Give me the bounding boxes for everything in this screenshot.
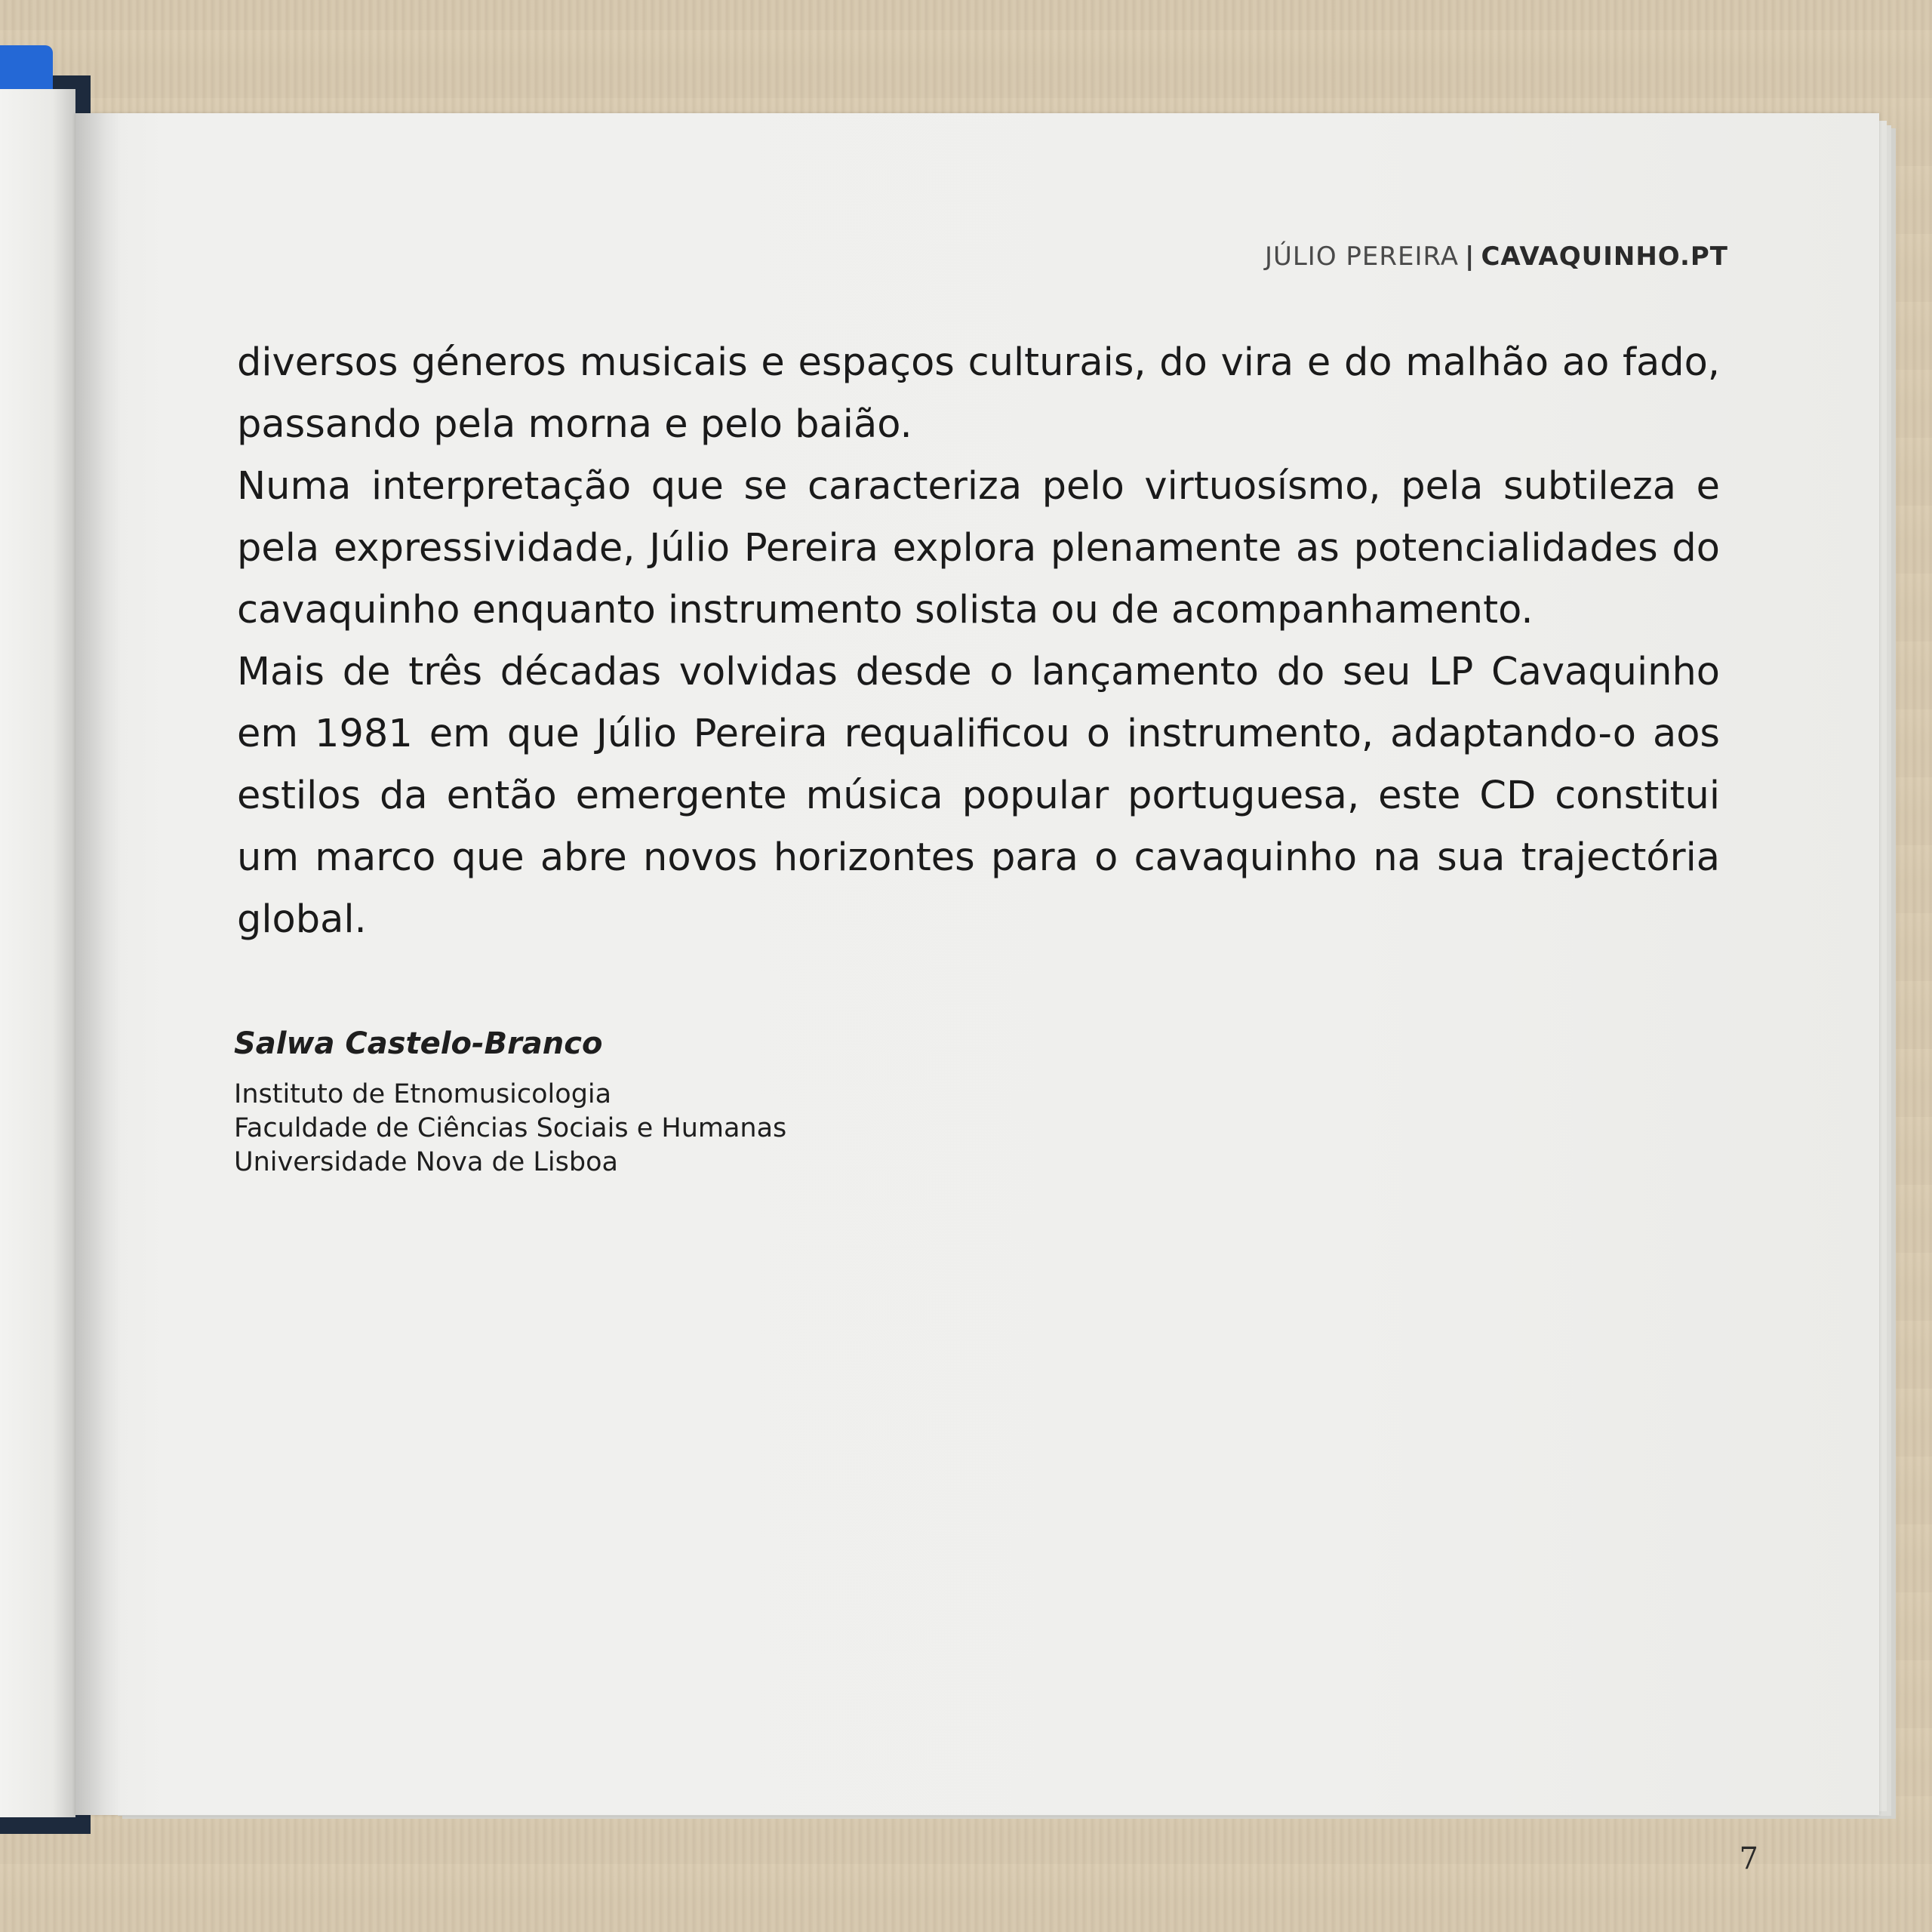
- paragraph: diversos géneros musicais e espaços culturais, do vira e do malhão ao fado, passando pela morna e pelo baião.: [237, 340, 1720, 447]
- left-page-edge: [0, 89, 75, 1817]
- signature-block: [234, 1026, 786, 1180]
- header-separator: |: [1465, 242, 1475, 272]
- paragraph: Mais de três décadas volvidas desde o lançamento do seu LP Cavaquinho em 1981 em que Júlio Pereira requalificou o instrumento, adaptando-o aos estilos da então emergente música popular portuguesa, este CD constitui um marco que abre novos horizontes para o cavaquinho na sua trajectória global.: [237, 650, 1720, 942]
- booklet-page: [75, 113, 1879, 1876]
- body-text: [237, 332, 1720, 951]
- running-header: [1265, 242, 1728, 272]
- paragraph: Numa interpretação que se caracteriza pelo virtuosísmo, pela subtileza e pela expressividade, Júlio Pereira explora plenamente as potencialidades do cavaquinho enquanto instrumento solista ou de acompanhamento.: [237, 464, 1720, 632]
- affiliation-line: Faculdade de Ciências Sociais e Humanas: [234, 1113, 787, 1143]
- page-number: 7: [1739, 1841, 1758, 1876]
- affiliation-line: Universidade Nova de Lisboa: [234, 1147, 618, 1177]
- header-site: CAVAQUINHO.PT: [1481, 242, 1728, 272]
- signature-name: Salwa Castelo-Branco: [234, 1026, 603, 1061]
- gutter-shadow: [75, 113, 121, 1815]
- affiliation-line: Instituto de Etnomusicologia: [234, 1079, 612, 1109]
- header-author: JÚLIO PEREIRA: [1264, 242, 1460, 272]
